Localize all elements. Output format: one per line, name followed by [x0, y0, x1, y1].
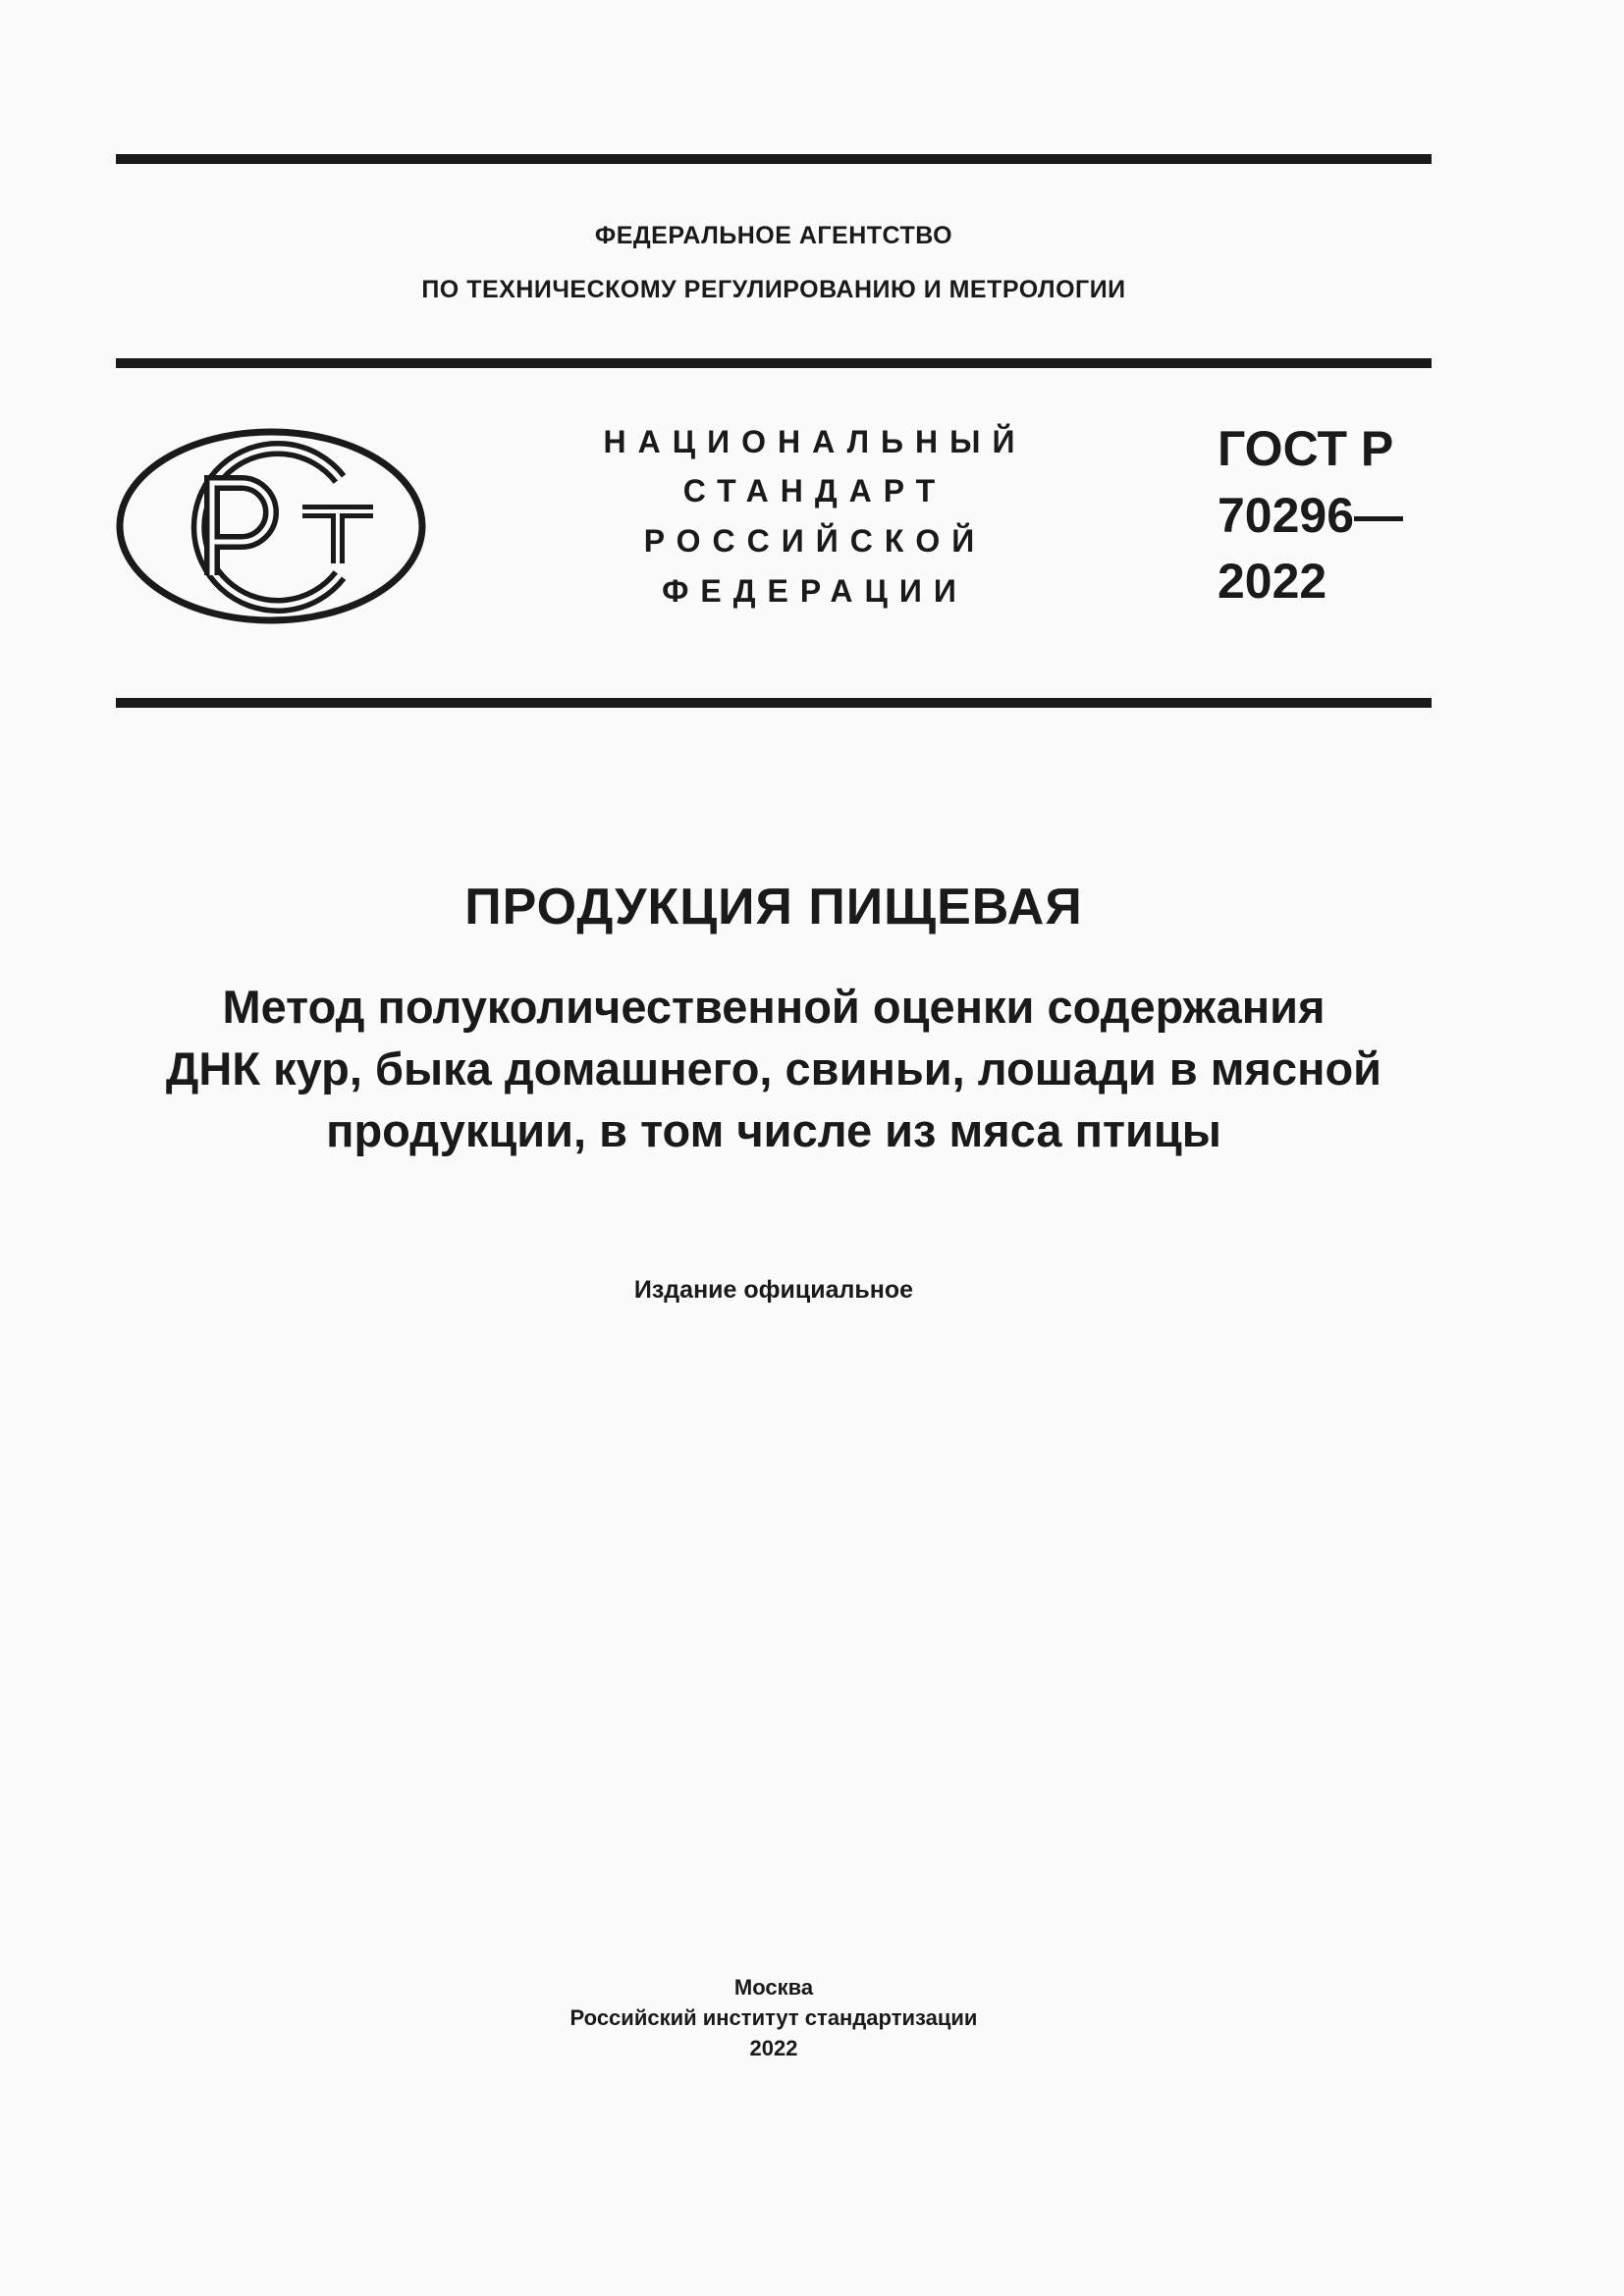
edition-label: Издание официальное: [633, 1276, 914, 1304]
agency-line-1: ФЕДЕРАЛЬНОЕ АГЕНТСТВО: [594, 222, 953, 249]
imprint-year: 2022: [749, 2036, 798, 2060]
designation-line-2: 70296—: [1218, 488, 1404, 543]
standard-type-line-1: НАЦИОНАЛЬНЫЙ: [603, 424, 1027, 459]
document-title: ПРОДУКЦИЯ ПИЩЕВАЯ: [464, 879, 1083, 935]
top-rule: [116, 154, 1432, 164]
document-subtitle-line-2: ДНК кур, быка домашнего, свиньи, лошади в мясной: [165, 1042, 1382, 1095]
standard-type-line-3: РОССИЙСКОЙ: [643, 523, 987, 559]
designation-line-1: ГОСТ Р: [1218, 421, 1394, 476]
document-subtitle-line-1: Метод полуколичественной оценки содержания: [222, 981, 1326, 1033]
header-rule: [116, 358, 1432, 368]
imprint-city: Москва: [733, 1975, 814, 2000]
designation-rule: [116, 698, 1432, 708]
standard-type-line-4: ФЕДЕРАЦИИ: [662, 573, 968, 609]
designation-line-3: 2022: [1218, 554, 1327, 609]
imprint-publisher: Российский институт стандартизации: [569, 2005, 978, 2030]
document-subtitle-line-3: продукции, в том числе из мяса птицы: [326, 1104, 1221, 1156]
rst-logo-icon: [116, 428, 426, 624]
standard-type-line-2: СТАНДАРТ: [682, 473, 947, 508]
agency-line-2: ПО ТЕХНИЧЕСКОМУ РЕГУЛИРОВАНИЮ И МЕТРОЛОГИИ: [421, 276, 1126, 303]
